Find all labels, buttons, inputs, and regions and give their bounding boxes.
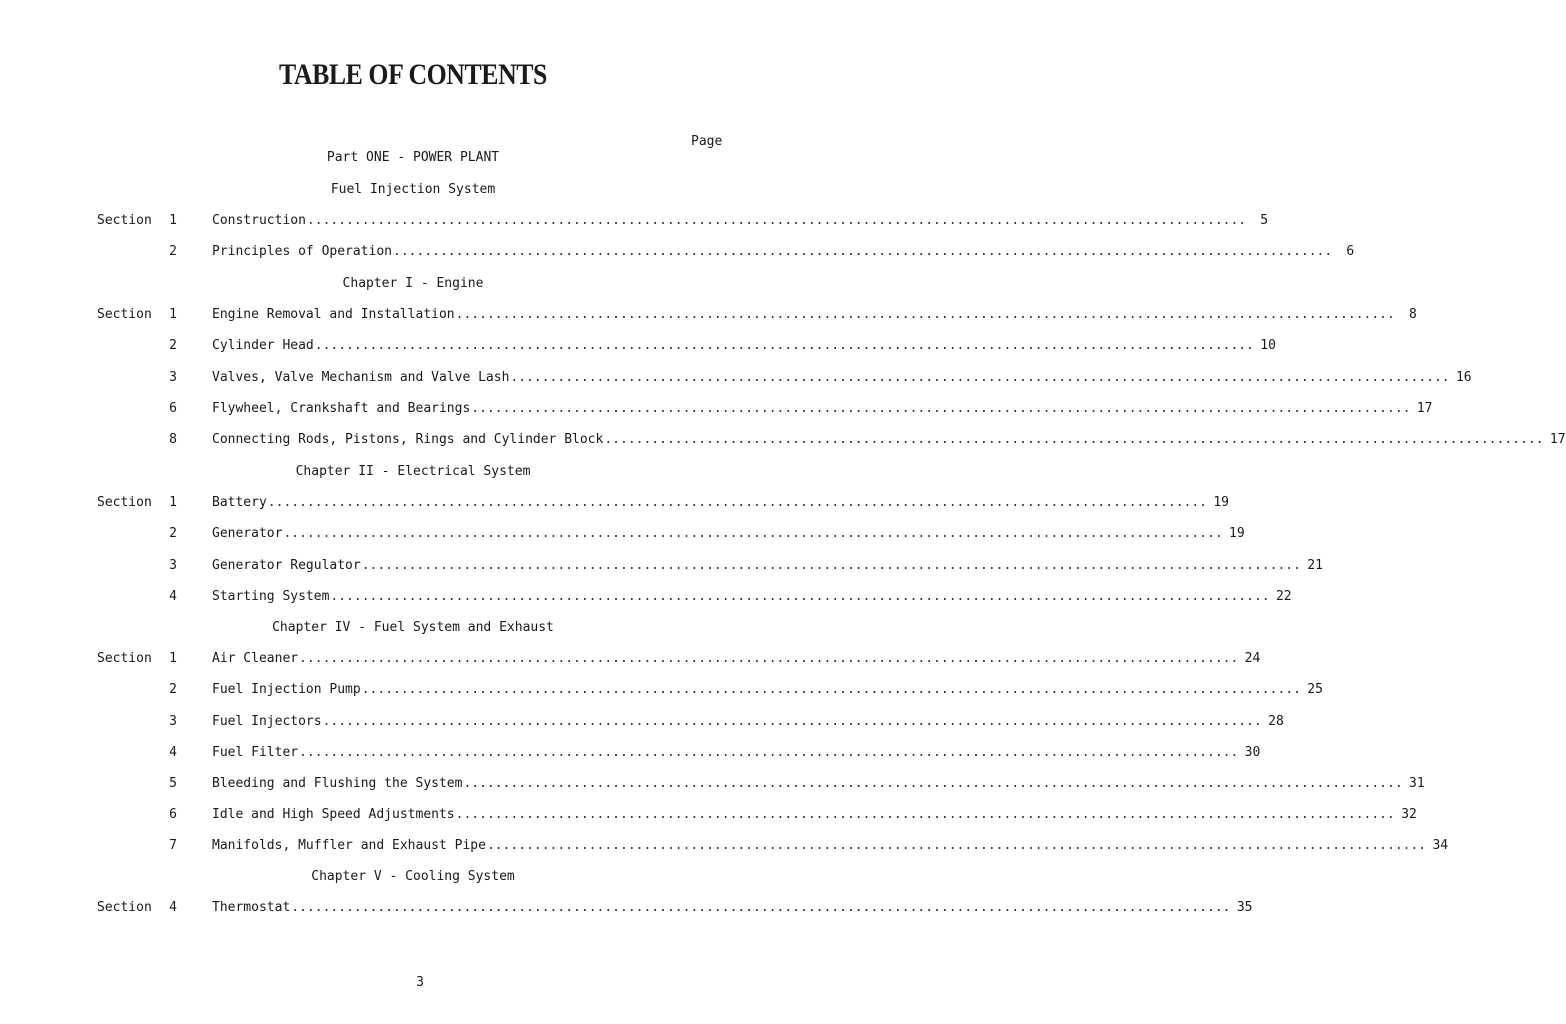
- entry-page: 34: [1432, 838, 1449, 853]
- entry-page: 32: [1401, 807, 1417, 822]
- dot-leader: ........................................................................................................................: [299, 651, 1239, 666]
- entry-title: Engine Removal and Installation: [212, 307, 455, 322]
- dot-leader: ........................................................................................................................: [463, 776, 1403, 791]
- toc-title: TABLE OF CONTENTS: [279, 58, 547, 91]
- dot-leader: ........................................................................................................................: [604, 432, 1544, 447]
- entry-title: Starting System: [212, 589, 330, 604]
- dot-leader: ........................................................................................................................: [306, 213, 1247, 228]
- page-column-label: Page: [691, 134, 723, 149]
- chapter-heading: Fuel Injection System: [330, 182, 496, 197]
- entry-title: Manifolds, Muffler and Exhaust Pipe: [212, 838, 486, 853]
- entry-page: 31: [1409, 776, 1425, 791]
- section-label: Section: [97, 213, 152, 228]
- entry-page: 22: [1275, 589, 1292, 604]
- section-number: 7: [169, 838, 177, 853]
- entry-title: Bleeding and Flushing the System: [212, 776, 463, 791]
- entry-page: 17: [1549, 432, 1566, 447]
- dot-leader: ........................................................................................................................: [291, 900, 1231, 915]
- entry-page: 16: [1455, 370, 1472, 385]
- section-label: Section: [97, 495, 152, 510]
- entry-title: Generator: [212, 526, 283, 541]
- section-number: 4: [169, 900, 177, 915]
- dot-leader: ........................................................................................................................: [455, 807, 1395, 822]
- entry-title: Fuel Injection Pump: [212, 682, 361, 697]
- entry-page: 19: [1213, 495, 1229, 510]
- dot-leader: ........................................................................................................................: [361, 558, 1301, 573]
- toc-entry: [212, 338, 1276, 353]
- dot-leader: ........................................................................................................................: [299, 745, 1239, 760]
- entry-page: 6: [1346, 244, 1355, 259]
- section-number: 3: [169, 558, 177, 573]
- dot-leader: ........................................................................................................................: [486, 838, 1427, 853]
- section-number: 6: [169, 401, 177, 416]
- toc-entry: [212, 651, 1261, 666]
- entry-title: Battery: [212, 495, 267, 510]
- entry-page: 8: [1409, 307, 1417, 322]
- section-number: 4: [169, 589, 177, 604]
- section-number: 1: [169, 495, 177, 510]
- entry-title: Fuel Injectors: [212, 714, 322, 729]
- section-number: 3: [169, 714, 177, 729]
- toc-entry: [212, 558, 1323, 573]
- section-number: 3: [169, 370, 177, 385]
- entry-page: 5: [1260, 213, 1269, 228]
- dot-leader: ........................................................................................................................: [283, 526, 1223, 541]
- section-number: 4: [169, 745, 177, 760]
- section-number: 8: [169, 432, 177, 447]
- toc-entry: [212, 307, 1417, 322]
- toc-entry: [212, 838, 1449, 853]
- dot-leader: ........................................................................................................................: [455, 307, 1395, 322]
- dot-leader: ........................................................................................................................: [267, 495, 1207, 510]
- entry-page: 10: [1260, 338, 1276, 353]
- entry-title: Flywheel, Crankshaft and Bearings: [212, 401, 471, 416]
- entry-page: 17: [1416, 401, 1433, 416]
- section-number: 5: [169, 776, 177, 791]
- section-label: Section: [97, 307, 152, 322]
- toc-entry: [212, 589, 1292, 604]
- toc-entry: [212, 401, 1433, 416]
- toc-entry: [212, 900, 1253, 915]
- page-number: 3: [416, 975, 424, 990]
- toc-entry: [212, 714, 1284, 729]
- entry-title: Air Cleaner: [212, 651, 299, 666]
- entry-page: 30: [1244, 745, 1261, 760]
- entry-title: Construction: [212, 213, 306, 228]
- entry-page: 25: [1307, 682, 1323, 697]
- section-number: 2: [169, 338, 177, 353]
- dot-leader: ........................................................................................................................: [361, 682, 1301, 697]
- toc-entry: [212, 432, 1566, 447]
- entry-title: Principles of Operation: [212, 244, 393, 259]
- section-number: 2: [169, 526, 177, 541]
- chapter-heading: Chapter I - Engine: [342, 276, 484, 291]
- toc-entry: [212, 244, 1355, 259]
- entry-title: Connecting Rods, Pistons, Rings and Cylinder Block: [212, 432, 604, 447]
- dot-leader: ........................................................................................................................: [330, 589, 1270, 604]
- toc-entry: [212, 745, 1261, 760]
- dot-leader: ........................................................................................................................: [471, 401, 1411, 416]
- entry-title: Valves, Valve Mechanism and Valve Lash: [212, 370, 510, 385]
- section-number: 1: [169, 651, 177, 666]
- entry-title: Cylinder Head: [212, 338, 314, 353]
- section-number: 1: [169, 213, 177, 228]
- toc-entry: [212, 495, 1229, 510]
- toc-entry: [212, 807, 1417, 822]
- entry-page: 19: [1229, 526, 1245, 541]
- chapter-heading: Chapter IV - Fuel System and Exhaust: [272, 620, 554, 635]
- dot-leader: ........................................................................................................................: [510, 370, 1450, 385]
- entry-title: Idle and High Speed Adjustments: [212, 807, 455, 822]
- toc-entry: [212, 776, 1425, 791]
- dot-leader: ........................................................................................................................: [314, 338, 1254, 353]
- entry-page: 21: [1307, 558, 1323, 573]
- entry-title: Thermostat: [212, 900, 291, 915]
- entry-page: 28: [1268, 714, 1284, 729]
- section-label: Section: [97, 900, 152, 915]
- dot-leader: ........................................................................................................................: [393, 244, 1333, 259]
- entry-title: Generator Regulator: [212, 558, 361, 573]
- section-number: 2: [169, 682, 177, 697]
- toc-entry: [212, 526, 1245, 541]
- section-number: 1: [169, 307, 177, 322]
- section-number: 6: [169, 807, 177, 822]
- toc-entry: [212, 370, 1472, 385]
- chapter-heading: Chapter II - Electrical System: [295, 464, 531, 479]
- section-label: Section: [97, 651, 152, 666]
- entry-title: Fuel Filter: [212, 745, 299, 760]
- toc-entry: [212, 682, 1323, 697]
- dot-leader: ........................................................................................................................: [322, 714, 1262, 729]
- entry-page: 24: [1244, 651, 1261, 666]
- part-heading: Part ONE - POWER PLANT: [326, 150, 500, 165]
- entry-page: 35: [1236, 900, 1253, 915]
- toc-entry: [212, 213, 1269, 228]
- section-number: 2: [169, 244, 177, 259]
- chapter-heading: Chapter V - Cooling System: [311, 869, 515, 884]
